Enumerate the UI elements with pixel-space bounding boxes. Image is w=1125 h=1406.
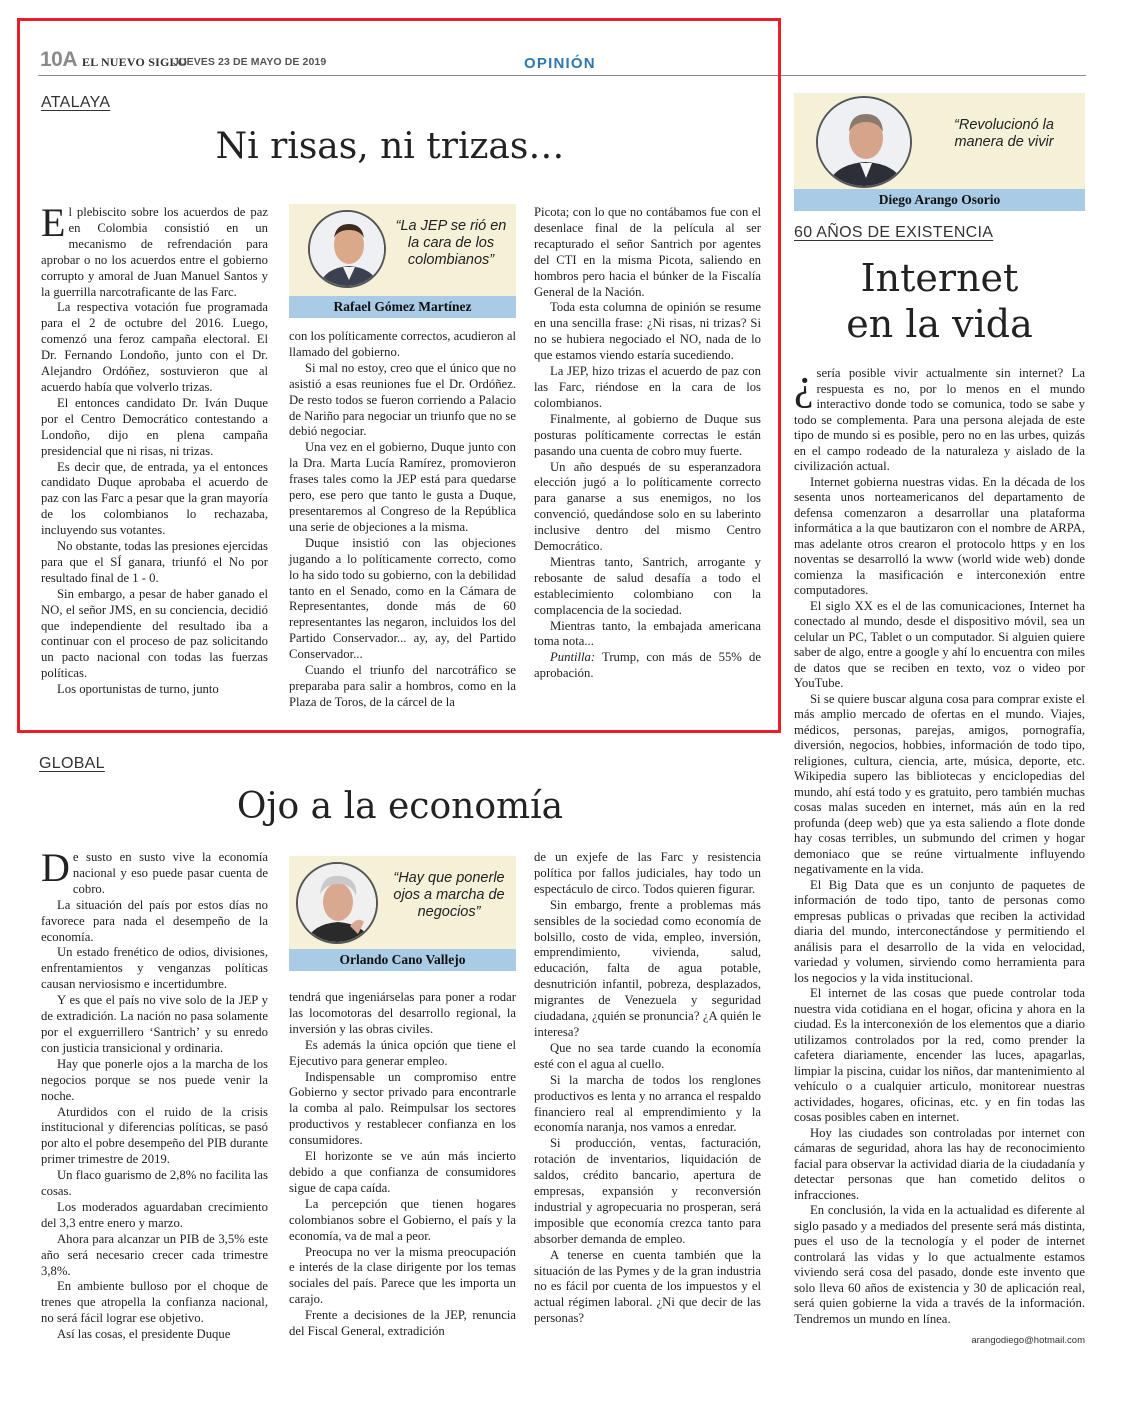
atalaya-column-3 bbox=[534, 205, 761, 682]
paragraph: El internet de las cosas que puede controlar toda nuestra vida cotidiana en el hogar, oficina y ahora en la ciudad. Es la interconexión de los elementos que a diario utilizamos controlados por la red, como prender la cafetera diariamente, encender las luces, apagarlas, limpiar la piscina, cuidar los niños, dar mantenimiento al vehículo o a cualquier articulo, monitorear nuestras actividades, hogares, oficinas, etc. y en fin todas las cosas posibles caben en internet. bbox=[794, 986, 1085, 1124]
paragraph: La respectiva votación fue programada para el 2 de octubre del 2016. Luego, comenzó una feroz campaña electoral. El Dr. Fernando Londoño, junto con el Dr. Alejandro Ordóñez, sostuvieron que al acuerdo había que volverlo trizas. bbox=[41, 300, 268, 394]
paragraph: Duque insistió con las objeciones jugando a lo políticamente correcto, como lo ha sido todo su gobierno, con la debilidad tanto en el Senado, como en la Cámara de Representantes, donde más de 60 representantes las negaron, incluidos los del Partido Conservador... ay, ay, del Partido Conservador... bbox=[289, 535, 516, 662]
internet-dropcap: ¿ bbox=[794, 360, 814, 409]
paragraph: Es además la única opción que tiene el Ejecutivo para generar empleo. bbox=[289, 1037, 516, 1068]
paragraph: Que no sea tarde cuando la economía esté con el agua al cuello. bbox=[534, 1040, 761, 1071]
puntilla-label: Puntilla: bbox=[550, 650, 596, 665]
paragraph: Cuando el triunfo del narcotráfico se preparaba para salir a hombros, como en la Plaza de Toros, de la cárcel de la bbox=[289, 663, 516, 709]
global-headline: Ojo a la economía bbox=[236, 786, 564, 827]
atalaya-kicker: ATALAYA bbox=[41, 94, 111, 111]
atalaya-quote-box bbox=[289, 204, 516, 318]
paragraph: Toda esta columna de opinión se resume en una sencilla frase: ¿Ni risas, ni trizas? Si no se hubiera negociado el NO, nada de lo que estamos viendo estaría sucediendo. bbox=[534, 300, 761, 363]
paragraph: Preocupa no ver la misma preocupación e interés de la clase dirigente por los temas sociales del país. Parece que les importa un carajo. bbox=[289, 1244, 516, 1307]
atalaya-headline: Ni risas, ni trizas… bbox=[215, 126, 565, 167]
global-kicker: GLOBAL bbox=[39, 755, 105, 772]
paragraph: Hay que ponerle ojos a la marcha de los negocios porque se nos puede venir la noche. bbox=[41, 1056, 268, 1103]
paragraph: El Big Data que es un conjunto de paquetes de información de todo tipo, tanto de personas como empresas publicas o privadas que reciben la actividad diaria del mundo, interconectándose y permitiendo el análisis para el desarrollo de la vida en velocidad, variedad y volumen, sirviendo como herramienta para los negocios y la vida institucional. bbox=[794, 877, 1085, 985]
paragraph: En ambiente bulloso por el choque de trenes que atropella la confianza nacional, no será fácil lograr ese objetivo. bbox=[41, 1279, 268, 1326]
newspaper-name: EL NUEVO SIGLO bbox=[82, 55, 188, 69]
global-column-1 bbox=[41, 845, 268, 1343]
puntilla-text: Trump, con más de 55% de aprobación. bbox=[534, 650, 761, 681]
paragraph: Mientras tanto, Santrich, arrogante y rebosante de salud desafía a todo el establecimiento colombiano con la complacencia de la sociedad. bbox=[534, 554, 761, 617]
paragraph: Y es que el país no vive solo de la JEP y de extradición. La nación no pasa solamente por el exguerrillero ‘Santrich’ y su enredo con justicia transicional y ordinaria. bbox=[41, 993, 268, 1055]
paragraph: Un estado frenético de odios, divisiones, enfrentamientos y venganzas políticas causan nerviosismo e incertidumbre. bbox=[41, 945, 268, 992]
paragraph: La situación del país por estos días no favorece para nada el desempeño de la economía. bbox=[41, 897, 268, 944]
author-portrait bbox=[816, 96, 912, 188]
paragraph: Si producción, ventas, facturación, rotación de inventarios, liquidación de saldos, crédito bancario, apertura de empresas, expansión y reconversión industrial y agropecuaria no prosperan, será imposible que economía crezca tanto para absorber demanda de empleo. bbox=[534, 1136, 761, 1246]
paragraph: Sin embargo, a pesar de haber ganado el NO, el señor JMS, en su conciencia, decidió que independiente del resultado iba a continuar con el proceso de paz solicitando un pacto nacional con todas las fuerzas políticas. bbox=[41, 586, 268, 681]
paragraph: Una vez en el gobierno, Duque junto con la Dra. Marta Lucía Ramírez, promovieron frases tales como la JEP está para quedarse pero, ese pero que tanto le gusta a Duque, presentaremos al Congreso de la República una serie de objeciones a la misma. bbox=[289, 440, 516, 534]
paragraph: A tenerse en cuenta también que la situación de las Pymes y de la gran industria no es fácil por cuenta de los impuestos y el actual régimen laboral. ¿Ni que decir de las personas? bbox=[534, 1247, 761, 1326]
paragraph: Los oportunistas de turno, junto bbox=[57, 682, 219, 697]
page-number: 10A bbox=[40, 48, 78, 71]
internet-headline-line-2: en la vida bbox=[846, 301, 1033, 346]
paragraph: Así las cosas, el presidente Duque bbox=[57, 1327, 231, 1342]
paragraph: Los moderados aguardaban crecimiento del 3,3 entre enero y marzo. bbox=[41, 1199, 268, 1230]
issue-date: JUEVES 23 DE MAYO DE 2019 bbox=[173, 56, 327, 68]
paragraph: l plebiscito sobre los acuerdos de paz en Colombia consistió en un mecanismo de refrendación para aprobar o no los acuerdos entre el gobierno corrupto y amoral de Juan Manuel Santos y la guerrilla narcotraficante de las Farc. bbox=[41, 205, 268, 299]
paragraph: sería posible vivir actualmente sin internet? La respuesta es no, por lo menos en el mundo interactivo donde todo se comunica, todo se sabe y todo se complementa. Para una persona alejada de este tipo de mundo si es posible, pero no en las urbes, quizás en el campo rodeado de la naturaleza y aislado de la civilización actual. bbox=[794, 366, 1085, 473]
paragraph: Un año después de su esperanzadora elección jugó a lo políticamente correcto para ganarse a sus enemigos, no los convenció, quedándose solo en su laberinto inclusive dentro del mismo Centro Democrático. bbox=[534, 459, 761, 554]
paragraph: Sin embargo, frente a problemas más sensibles de la sociedad como economía de bolsillo, costo de vida, empleo, inversión, emprendimiento, vivienda, salud, educación, falta de agua potable, desnutrición infantil, pobreza, desplazados, migrantes de Venezuela y seguridad ciudadana, ¿quién se pronuncia? ¿A quién le interesa? bbox=[534, 897, 761, 1039]
paragraph: Ahora para alcanzar un PIB de 3,5% este año será necesario crecer cada trimestre 3,8%. bbox=[41, 1231, 268, 1278]
portrait-icon bbox=[298, 864, 378, 944]
paragraph: Si mal no estoy, creo que el único que no asistió a esas reuniones fue el Dr. Ordóñez. De resto todos se fueron corriendo a Palacio de Nariño para negociar un triunfo que no se debió negociar. bbox=[289, 360, 516, 439]
author-portrait bbox=[308, 210, 386, 288]
internet-author: Diego Arango Osorio bbox=[794, 189, 1085, 211]
portrait-icon bbox=[310, 212, 386, 288]
global-quote-box bbox=[289, 856, 516, 971]
internet-quote: “Revolucionó la manera de vivir bbox=[954, 117, 1054, 150]
internet-headline bbox=[794, 256, 1085, 347]
paragraph: El siglo XX es el de las comunicaciones, Internet ha conectado al mundo, desde el dispositivo móvil, sea un celular un PC, Tablet o un computador. Si alguien quiere saber de algo, entre a google y ahí lo encuentra con miles de datos que se reciben en texto, voz o video por YouTube. bbox=[794, 598, 1085, 690]
atalaya-column-2 bbox=[289, 329, 516, 711]
paragraph: Es decir que, de entrada, ya el entonces candidato Duque aprobaba el acuerdo de paz con las Farc a pesar que la gran mayoría de los colombianos lo rechazaba, incluyendo sus votantes. bbox=[41, 459, 268, 538]
global-quote: “Hay que ponerle ojos a marcha de negocios” bbox=[393, 870, 505, 920]
paragraph: Picota; con lo que no contábamos fue con el desenlace final de la película al ser recapturado el señor Santrich por agentes del CTI en la misma Picota, saliendo en hombros pero hacia el búnker de la Fiscalía General de la Nación. bbox=[534, 205, 761, 299]
paragraph: Finalmente, al gobierno de Duque sus posturas políticamente correctas le están pasando una cuenta de cobro muy fuerte. bbox=[534, 411, 761, 458]
atalaya-quote: “La JEP se rió en la cara de los colombianos” bbox=[395, 218, 507, 268]
paragraph: e susto en susto vive la economía nacional y eso puede pasar cuenta de cobro. bbox=[72, 850, 268, 896]
global-author: Orlando Cano Vallejo bbox=[289, 949, 516, 971]
section-title: OPINIÓN bbox=[524, 55, 596, 72]
paragraph: El entonces candidato Dr. Iván Duque por el Centro Democrático contestando a Londoño, dijo en plena campaña presidencial que ni risas, ni trizas. bbox=[41, 395, 268, 458]
author-portrait bbox=[296, 862, 378, 944]
internet-quote-box bbox=[794, 93, 1085, 211]
global-column-3 bbox=[534, 850, 761, 1327]
paragraph: Aturdidos con el ruido de la crisis institucional y diferencias políticas, se pasó por alto el pobre desempeño del PIB durante primer trimestre de 2019. bbox=[41, 1104, 268, 1167]
author-email: arangodiego@hotmail.com bbox=[971, 1335, 1085, 1346]
global-dropcap: D bbox=[41, 845, 70, 890]
paragraph: Si la marcha de todos los renglones productivos es lenta y no arranca el respaldo financiero real al emprendimiento y la economía naranja, nos vamos a enredar. bbox=[534, 1072, 761, 1135]
paragraph: El horizonte se ve aún más incierto debido a que confianza de consumidores sigue de capa caída. bbox=[289, 1149, 516, 1195]
paragraph: tendrá que ingeniárselas para poner a rodar las locomotoras del desarrollo regional, la inversión y las obras civiles. bbox=[289, 990, 516, 1036]
portrait-icon bbox=[818, 98, 912, 188]
paragraph: Hoy las ciudades son controladas por internet con cámaras de seguridad, ahora las hay de reconocimiento facial para observar la actividad diaria de la ciudadanía y detectar personas que han cometido delitos o infracciones. bbox=[794, 1125, 1085, 1202]
paragraph: de un exjefe de las Farc y resistencia política por fallos judiciales, hay todo un espectáculo de circo. Todos quieren figurar. bbox=[534, 850, 761, 896]
paragraph: Frente a decisiones de la JEP, renuncia del Fiscal General, extradición bbox=[289, 1308, 516, 1339]
internet-kicker: 60 AÑOS DE EXISTENCIA bbox=[794, 224, 994, 241]
paragraph: Mientras tanto, la embajada americana toma nota... bbox=[534, 618, 761, 649]
paragraph: Internet gobierna nuestras vidas. En la década de los sesenta unos norteamericanos del departamento de defensa comenzaron a desarrollar una plataforma informática a la que bautizaron con el nombre de ARPA, mas adelante otros crearon el protocolo https y en los noventas se desarrolló la www (world wide web) donde comienza la masificación e interconexión entre computadores. bbox=[794, 474, 1085, 597]
paragraph: Indispensable un compromiso entre Gobierno y sector privado para encontrarle la comba al palo. Reimpulsar los sectores productivos y restablecer confianza en los consumidores. bbox=[289, 1069, 516, 1148]
paragraph: No obstante, todas las presiones ejercidas para que el SÍ ganara, triunfó el No por resultado final de 1 - 0. bbox=[41, 539, 268, 585]
paragraph: La JEP, hizo trizas el acuerdo de paz con las Farc, riéndose en la cara de los colombianos. bbox=[534, 364, 761, 410]
paragraph: Si se quiere buscar alguna cosa para comprar existe el más amplio mercado de ofertas en el mundo. Viajes, médicos, personas, parejas, amigos, pornografía, diversión, negocios, hobbies, información de todo tipo, religiones, cultura, ciencia, arte, música, deporte, etc. Wikipedia supero las bibliotecas y enciclopedias del mundo, ahí está todo y es gratuito, pero también muchas cosas malas suceden en internet, más aún en la red profunda (deep web) que ya esta saliendo a flote donde hay cosas terribles, un submundo del crimen y hogar demoniaco que se reúne virtualmente influyendo negativamente en la vida. bbox=[794, 691, 1085, 876]
paragraph: La percepción que tienen hogares colombianos sobre el Gobierno, el país y la economía, va de mal a peor. bbox=[289, 1196, 516, 1243]
internet-headline-line-1: Internet bbox=[860, 256, 1019, 300]
paragraph: Un flaco guarismo de 2,8% no facilita las cosas. bbox=[41, 1168, 268, 1199]
paragraph: con los políticamente correctos, acudieron al llamado del gobierno. bbox=[289, 329, 516, 359]
atalaya-dropcap: E bbox=[41, 200, 66, 245]
internet-column bbox=[794, 360, 1085, 1327]
global-column-2 bbox=[289, 990, 516, 1340]
paragraph: En conclusión, la vida en la actualidad es diferente al siglo pasado y a mediados del presente será más distinta, pues el uso de la tecnología y el poder de internet controlará las vidas y lo que actualmente estamos viviendo será cosa del pasado, donde este invento que solo lleva 60 años de existencia y 30 de aplicación real, será quien gobierne la vida a través de la información. Tendremos un mundo en línea. bbox=[794, 1203, 1085, 1326]
atalaya-column-1 bbox=[41, 200, 268, 698]
atalaya-author: Rafael Gómez Martínez bbox=[289, 296, 516, 318]
